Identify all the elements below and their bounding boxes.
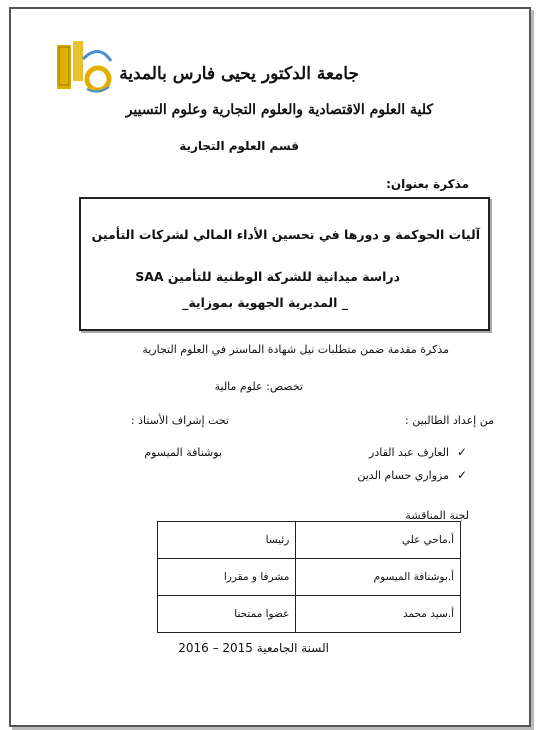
document-page bbox=[9, 7, 531, 727]
faculty-name: كلية العلوم الاقتصادية والعلوم التجارية وعلوم التسيير bbox=[125, 102, 433, 118]
jury-table bbox=[157, 521, 461, 633]
thesis-subtitle: دراسة ميدانية للشركة الوطنية للتأمين SAA bbox=[135, 269, 400, 284]
jury-member-name: أ.ماحي علي bbox=[296, 522, 461, 559]
jury-member-name: أ.سيد محمد bbox=[296, 596, 461, 633]
students-label: من إعداد الطالبين : bbox=[405, 414, 494, 427]
check-mark-icon: ✓ bbox=[456, 468, 467, 482]
academic-year: السنة الجامعية 2015 – 2016 bbox=[178, 641, 329, 655]
thesis-title-box bbox=[79, 197, 490, 331]
university-logo bbox=[53, 39, 115, 97]
student-name: مزواري حسام الدين bbox=[357, 469, 449, 482]
student-name: العارف عبد القادر bbox=[369, 446, 449, 459]
degree-note: مذكرة مقدمة ضمن متطلبات نيل شهادة الماستر في العلوم التجارية bbox=[142, 343, 449, 356]
table-row bbox=[158, 522, 461, 559]
memo-label: مذكرة بعنوان: bbox=[386, 177, 469, 191]
university-name: جامعة الدكتور يحيى فارس بالمدية bbox=[119, 64, 359, 84]
supervisor-name: بوشنافة الميسوم bbox=[144, 446, 222, 459]
jury-member-role: عضوا ممتحنا bbox=[158, 596, 296, 633]
committee-label: لجنة المناقشة bbox=[405, 509, 469, 522]
thesis-subtitle-location: _ المديرية الجهوية بموزاية_ bbox=[182, 295, 348, 310]
department-name: قسم العلوم التجارية bbox=[179, 139, 299, 153]
table-row bbox=[158, 596, 461, 633]
check-mark-icon: ✓ bbox=[456, 445, 467, 459]
jury-member-role: مشرفا و مقررا bbox=[158, 559, 296, 596]
specialization: تخصص: علوم مالية bbox=[214, 380, 303, 393]
thesis-title: آليات الحوكمة و دورها في تحسين الأداء المالي لشركات التأمين bbox=[91, 227, 480, 242]
table-row bbox=[158, 559, 461, 596]
jury-member-name: أ.بوشنافة الميسوم bbox=[296, 559, 461, 596]
supervisor-label: تحت إشراف الأستاذ : bbox=[130, 414, 229, 427]
jury-member-role: رئيسا bbox=[158, 522, 296, 559]
